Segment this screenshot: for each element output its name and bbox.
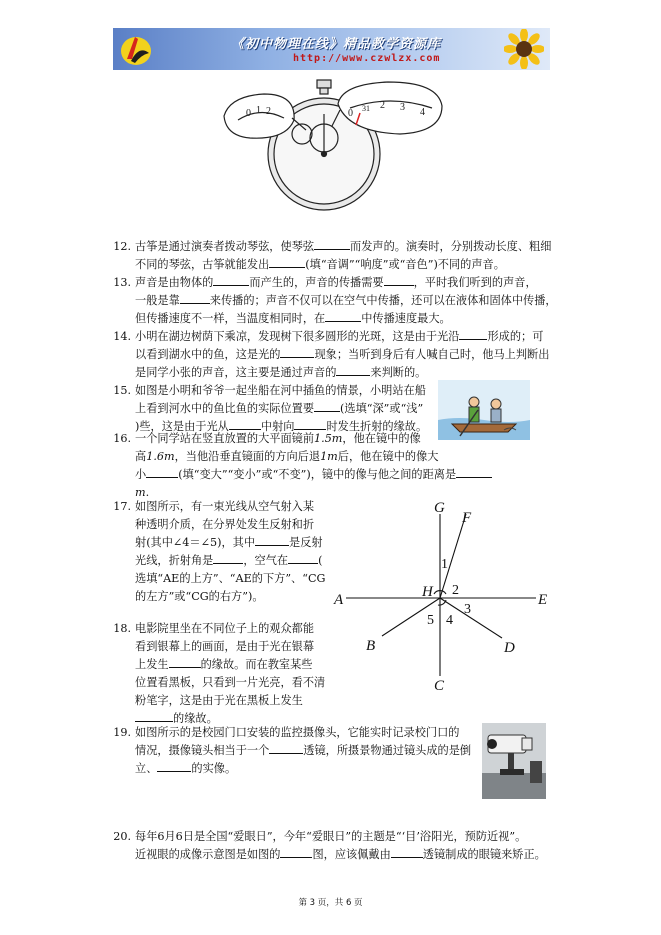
answer-blank[interactable] xyxy=(280,846,312,858)
right-dial-label-2: 2 xyxy=(380,100,385,111)
label-h: H xyxy=(422,584,433,600)
question-number: 14. xyxy=(113,330,131,343)
q14-text: 现象；当听到身后有人喊自己时，他马上判断出 xyxy=(314,348,550,361)
label-f: F xyxy=(462,510,472,526)
question-number: 15. xyxy=(113,384,131,397)
q12-text: (填“音调”“响度”或“音色”)不同的声音。 xyxy=(305,258,505,271)
q20-text: 透镜制成的眼镜来矫正。 xyxy=(422,848,546,861)
label-d: D xyxy=(504,640,515,656)
right-dial-label-0: 0 xyxy=(348,108,353,119)
q15-text: (选填“深”或“浅” xyxy=(340,402,424,415)
q17-text: 种透明介质，在分界处发生反射和折 xyxy=(135,518,315,531)
q13-text: 而产生的，声音的传播需要 xyxy=(249,276,384,289)
label-g: G xyxy=(434,500,445,516)
label-b: B xyxy=(366,638,376,654)
q13-text: 中传播速度最大。 xyxy=(361,312,451,325)
q20-text: 图，应该佩戴由 xyxy=(312,848,391,861)
q17-text: 射(其中∠4＝∠5)，其中 xyxy=(135,536,256,549)
stopwatch-figure xyxy=(220,78,445,216)
q16-text: 一个同学站在竖直放置的大平面镜前 xyxy=(135,432,315,445)
q13-text: ，平时我们听到的声音， xyxy=(413,276,537,289)
answer-blank[interactable] xyxy=(280,346,314,358)
answer-blank[interactable] xyxy=(213,274,249,286)
q16-text: 小 xyxy=(135,468,147,481)
q17-text: 是反射 xyxy=(289,536,323,549)
answer-blank[interactable] xyxy=(325,310,361,322)
answer-blank[interactable] xyxy=(157,760,191,772)
right-dial-label-1: 31 xyxy=(362,104,370,113)
label-a: A xyxy=(334,592,344,608)
answer-blank[interactable] xyxy=(314,400,340,412)
q16-unit: m xyxy=(135,486,146,499)
q15-text: 如图是小明和爷爷一起坐船在河中插鱼的情景，小明站在船 xyxy=(135,384,426,397)
q17-text: 选填“AE的上方”、“AE的下方”、“CG xyxy=(135,572,326,585)
q18-text: 看到银幕上的画面，是由于光在银幕 xyxy=(135,640,315,653)
q18-text: 的缘故。 xyxy=(173,712,218,725)
q14-text: 来判断的。 xyxy=(370,366,427,379)
q12-text: 古筝是通过演奏者拨动琴弦，使琴弦 xyxy=(135,240,315,253)
site-logo-icon xyxy=(119,31,153,67)
q19-text: 如图所示的是校园门口安装的监控摄像头，它能实时记录校门口的 xyxy=(135,726,460,739)
q12-text: 而发声的。演奏时，分别拨动长度、粗细 xyxy=(350,240,552,253)
q16-text: ，他在镜中的像 xyxy=(342,432,421,445)
right-dial-label-4: 4 xyxy=(420,107,425,118)
q16-text: (填“变大”“变小”或“不变”)，镜中的像与他之间的距离是 xyxy=(178,468,457,481)
q18-text: 的缘故。而在教室某些 xyxy=(200,658,313,671)
sunflower-icon xyxy=(504,29,544,69)
q13-text: 一般是靠 xyxy=(135,294,180,307)
left-dial-label-1: 1 xyxy=(256,105,261,116)
q13-text: 来传播的；声音不仅可以在空气中传播，还可以在液体和固体中传播， xyxy=(209,294,557,307)
q16-value: 1m xyxy=(320,450,338,463)
angle-1: 1 xyxy=(441,557,448,572)
page-footer: 第 3 页，共 6 页 xyxy=(298,898,363,908)
answer-blank[interactable] xyxy=(314,238,350,250)
answer-blank[interactable] xyxy=(213,552,243,564)
answer-blank[interactable] xyxy=(180,292,210,304)
q15-text: 中射向 xyxy=(260,420,295,433)
q14-text: 小明在湖边树荫下乘凉，发现树下很多圆形的光斑，这是由于光沿 xyxy=(135,330,460,343)
left-dial-label-0: 0 xyxy=(246,108,251,119)
answer-blank[interactable] xyxy=(384,274,414,286)
question-number: 12. xyxy=(113,240,131,253)
q14-text: 是同学小张的声音，这主要是通过声音的 xyxy=(135,366,337,379)
answer-blank[interactable] xyxy=(294,418,326,430)
q20-text: 近视眼的成像示意图是如图的 xyxy=(135,848,281,861)
q17-text: 如图所示，有一束光线从空气射入某 xyxy=(135,500,315,513)
q19-text: 透镜，所摄景物通过镜头成的是倒 xyxy=(303,744,472,757)
q17-text: ，空气在 xyxy=(243,554,289,567)
q20-text: 每年6月6日是全国“爱眼日”，今年“爱眼日”的主题是“‘目’浴阳光，预防近视”。 xyxy=(135,830,527,843)
question-number: 16. xyxy=(113,432,131,445)
q18-text: 上发生 xyxy=(135,658,169,671)
angle-3: 3 xyxy=(464,602,471,617)
q19-text: 立、 xyxy=(135,762,158,775)
q17-text: 的左方”或“CG的右方”)。 xyxy=(135,590,264,603)
answer-blank[interactable] xyxy=(336,364,370,376)
q17-text: 光线，折射角是 xyxy=(135,554,214,567)
label-e: E xyxy=(538,592,548,608)
answer-blank[interactable] xyxy=(255,534,289,546)
answer-blank[interactable] xyxy=(269,256,305,268)
angle-5: 5 xyxy=(427,613,434,628)
banner-title: 《初中物理在线》精品教学资源库 xyxy=(231,37,442,52)
left-dial-label-2: 2 xyxy=(266,106,271,117)
question-number: 18. xyxy=(113,622,131,635)
q18-text: 粉笔字，这是由于光在黑板上发生 xyxy=(135,694,303,707)
security-camera-photo xyxy=(482,723,546,799)
answer-blank[interactable] xyxy=(229,418,261,430)
q13-text: 声音是由物体的 xyxy=(135,276,214,289)
banner-url: http://www.czwlzx.com xyxy=(293,53,441,64)
q14-text: 以看到湖水中的鱼，这是光的 xyxy=(135,348,281,361)
q15-text: 时发生折射的缘故。 xyxy=(326,420,428,433)
q16-text: ，当他沿垂直镜面的方向后退 xyxy=(174,450,321,463)
angle-2: 2 xyxy=(452,583,459,598)
answer-blank[interactable] xyxy=(459,328,487,340)
q15-text: 上看到河水中的鱼比鱼的实际位置要 xyxy=(135,402,315,415)
angle-4: 4 xyxy=(446,613,453,628)
answer-blank[interactable] xyxy=(391,846,423,858)
q17-text: ( xyxy=(318,554,323,567)
answer-blank[interactable] xyxy=(135,710,173,722)
q19-text: 的实像。 xyxy=(191,762,237,775)
question-number: 13. xyxy=(113,276,131,289)
right-dial-label-3: 3 xyxy=(400,102,405,113)
q16-text: . xyxy=(145,486,150,499)
question-number: 19. xyxy=(113,726,131,739)
q16-text: 高 xyxy=(135,450,147,463)
header-banner xyxy=(113,28,550,70)
q15-text: )些，这是由于光从 xyxy=(135,420,229,433)
label-c: C xyxy=(434,678,445,691)
q14-text: 形成的；可 xyxy=(487,330,544,343)
q13-text: 但传播速度不一样，当温度相同时，在 xyxy=(135,312,326,325)
answer-blank[interactable] xyxy=(456,466,492,478)
q18-text: 电影院里坐在不同位子上的观众都能 xyxy=(135,622,315,635)
question-number: 17. xyxy=(113,500,131,513)
answer-blank[interactable] xyxy=(146,466,178,478)
q16-value: 1.6m xyxy=(146,450,175,463)
q18-text: 位置看黑板，只看到一片光亮，看不清 xyxy=(135,676,326,689)
answer-blank[interactable] xyxy=(288,552,318,564)
answer-blank[interactable] xyxy=(269,742,303,754)
q16-value: 1.5m xyxy=(314,432,343,445)
q12-text: 不同的琴弦，古筝就能发出 xyxy=(135,258,270,271)
q19-text: 情况，摄像镜头相当于一个 xyxy=(135,744,270,757)
q16-text: 后，他在镜中的像大 xyxy=(337,450,439,463)
answer-blank[interactable] xyxy=(169,656,201,668)
question-number: 20. xyxy=(113,830,131,843)
